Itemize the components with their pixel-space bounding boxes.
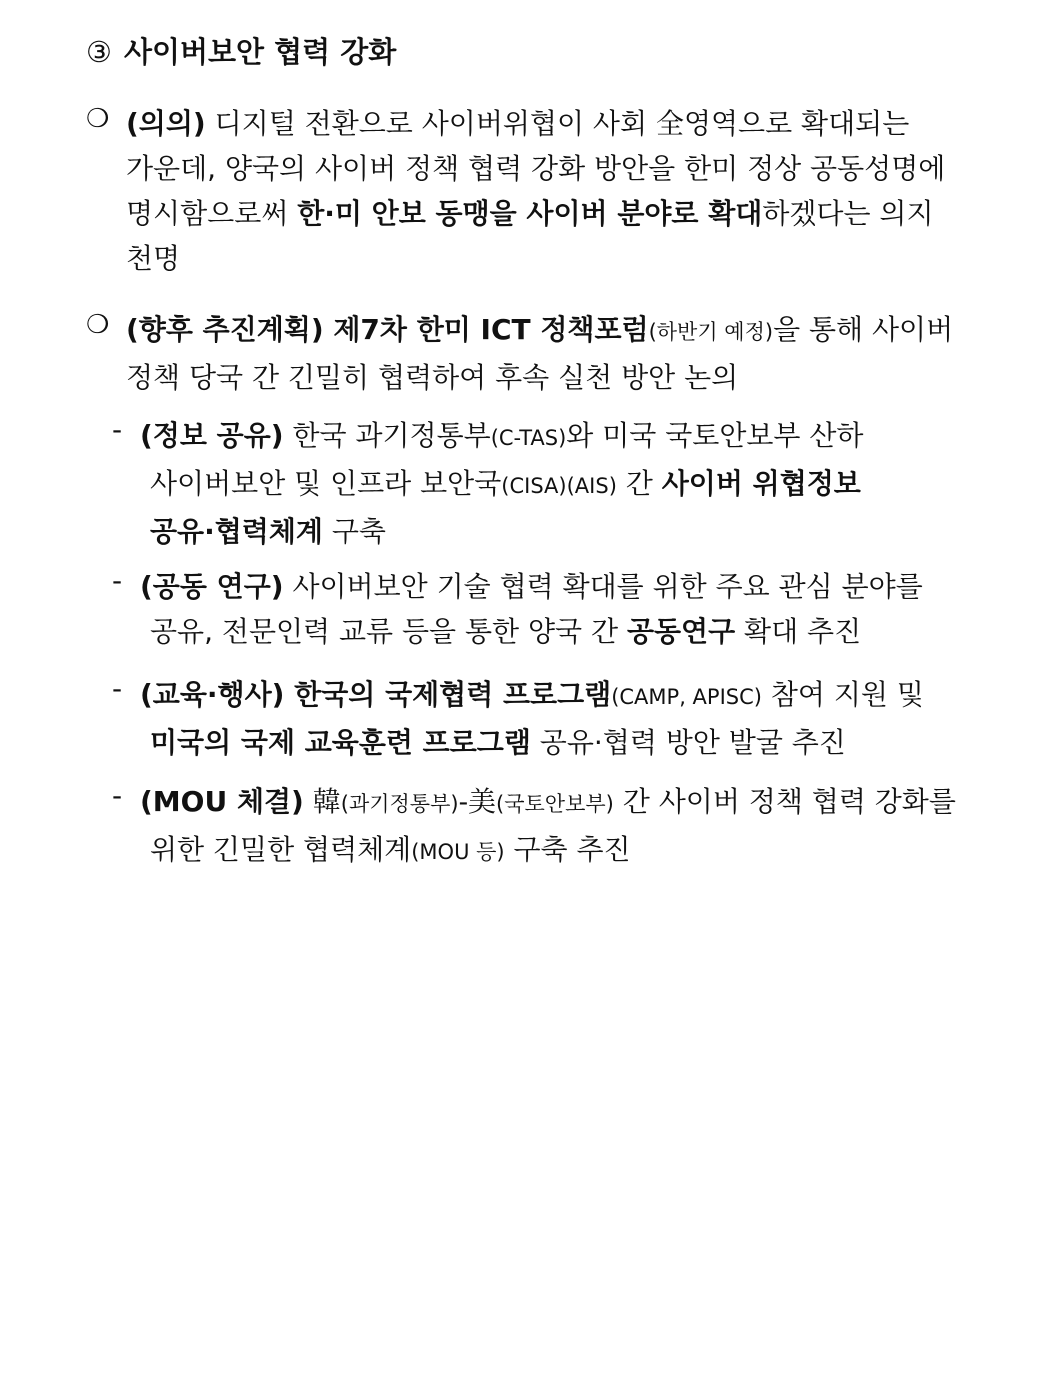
dash-bullet-icon: - xyxy=(112,413,123,446)
significance-line-4: 천명 xyxy=(126,242,181,275)
mou-line-1: (MOU 체결) 韓(과기정통부)-美(국토안보부) 간 사이버 정책 협력 강화를 xyxy=(140,785,956,818)
significance-paragraph xyxy=(126,101,945,281)
info-sharing-line-3: 공유·협력체계 구축 xyxy=(150,515,386,548)
significance-line-3: 명시함으로써 한·미 안보 동맹을 사이버 분야로 확대하겠다는 의지 xyxy=(126,197,934,230)
joint-research-line-1: (공동 연구) 사이버보안 기술 협력 확대를 위한 주요 관심 분야를 xyxy=(140,570,923,603)
significance-line-2: 가운데, 양국의 사이버 정책 협력 강화 방안을 한미 정상 공동성명에 xyxy=(126,152,946,185)
info-sharing-line-1: (정보 공유) 한국 과기정통부(C-TAS)와 미국 국토안보부 산하 xyxy=(140,419,864,452)
section-title: 사이버보안 협력 강화 xyxy=(124,35,397,69)
dash-bullet-icon: - xyxy=(112,672,123,705)
circle-bullet-icon: ❍ xyxy=(86,104,110,134)
dash-bullet-icon: - xyxy=(112,564,123,597)
hanja-all: 全 xyxy=(655,107,684,140)
mou-item xyxy=(140,779,956,875)
significance-label: (의의) xyxy=(126,107,206,140)
future-plan-line-2: 정책 당국 간 긴밀히 협력하여 후속 실천 방안 논의 xyxy=(126,361,739,394)
education-events-item xyxy=(140,672,924,765)
significance-line-1: (의의) 디지털 전환으로 사이버위협이 사회 全영역으로 확대되는 xyxy=(126,107,910,140)
future-plan-label: (향후 추진계획) 제7차 한미 ICT 정책포럼 xyxy=(126,313,649,346)
significance-emphasis: 한·미 안보 동맹을 사이버 분야로 확대 xyxy=(297,197,763,230)
section-number: ③ xyxy=(86,35,112,69)
info-sharing-item xyxy=(140,413,863,554)
future-plan-line-1: (향후 추진계획) 제7차 한미 ICT 정책포럼(하반기 예정)을 통해 사이버 xyxy=(126,313,954,346)
mou-label: (MOU 체결) xyxy=(140,785,304,818)
dash-bullet-icon: - xyxy=(112,779,123,812)
circle-bullet-icon: ❍ xyxy=(86,310,110,340)
education-events-line-1: (교육·행사) 한국의 국제협력 프로그램(CAMP, APISC) 참여 지원 및 xyxy=(140,678,924,711)
section-heading xyxy=(86,30,396,74)
joint-research-item xyxy=(140,564,923,654)
future-plan-paragraph xyxy=(126,307,953,400)
joint-research-line-2: 공유, 전문인력 교류 등을 통한 양국 간 공동연구 확대 추진 xyxy=(150,615,862,648)
mou-line-2: 위한 긴밀한 협력체계(MOU 등) 구축 추진 xyxy=(150,833,631,866)
joint-research-label: (공동 연구) xyxy=(140,570,284,603)
info-sharing-label: (정보 공유) xyxy=(140,419,284,452)
info-sharing-line-2: 사이버보안 및 인프라 보안국(CISA)(AIS) 간 사이버 위협정보 xyxy=(150,467,861,500)
education-events-line-2: 미국의 국제 교육훈련 프로그램 공유·협력 방안 발굴 추진 xyxy=(150,726,846,759)
education-events-label: (교육·행사) 한국의 국제협력 프로그램 xyxy=(140,678,612,711)
